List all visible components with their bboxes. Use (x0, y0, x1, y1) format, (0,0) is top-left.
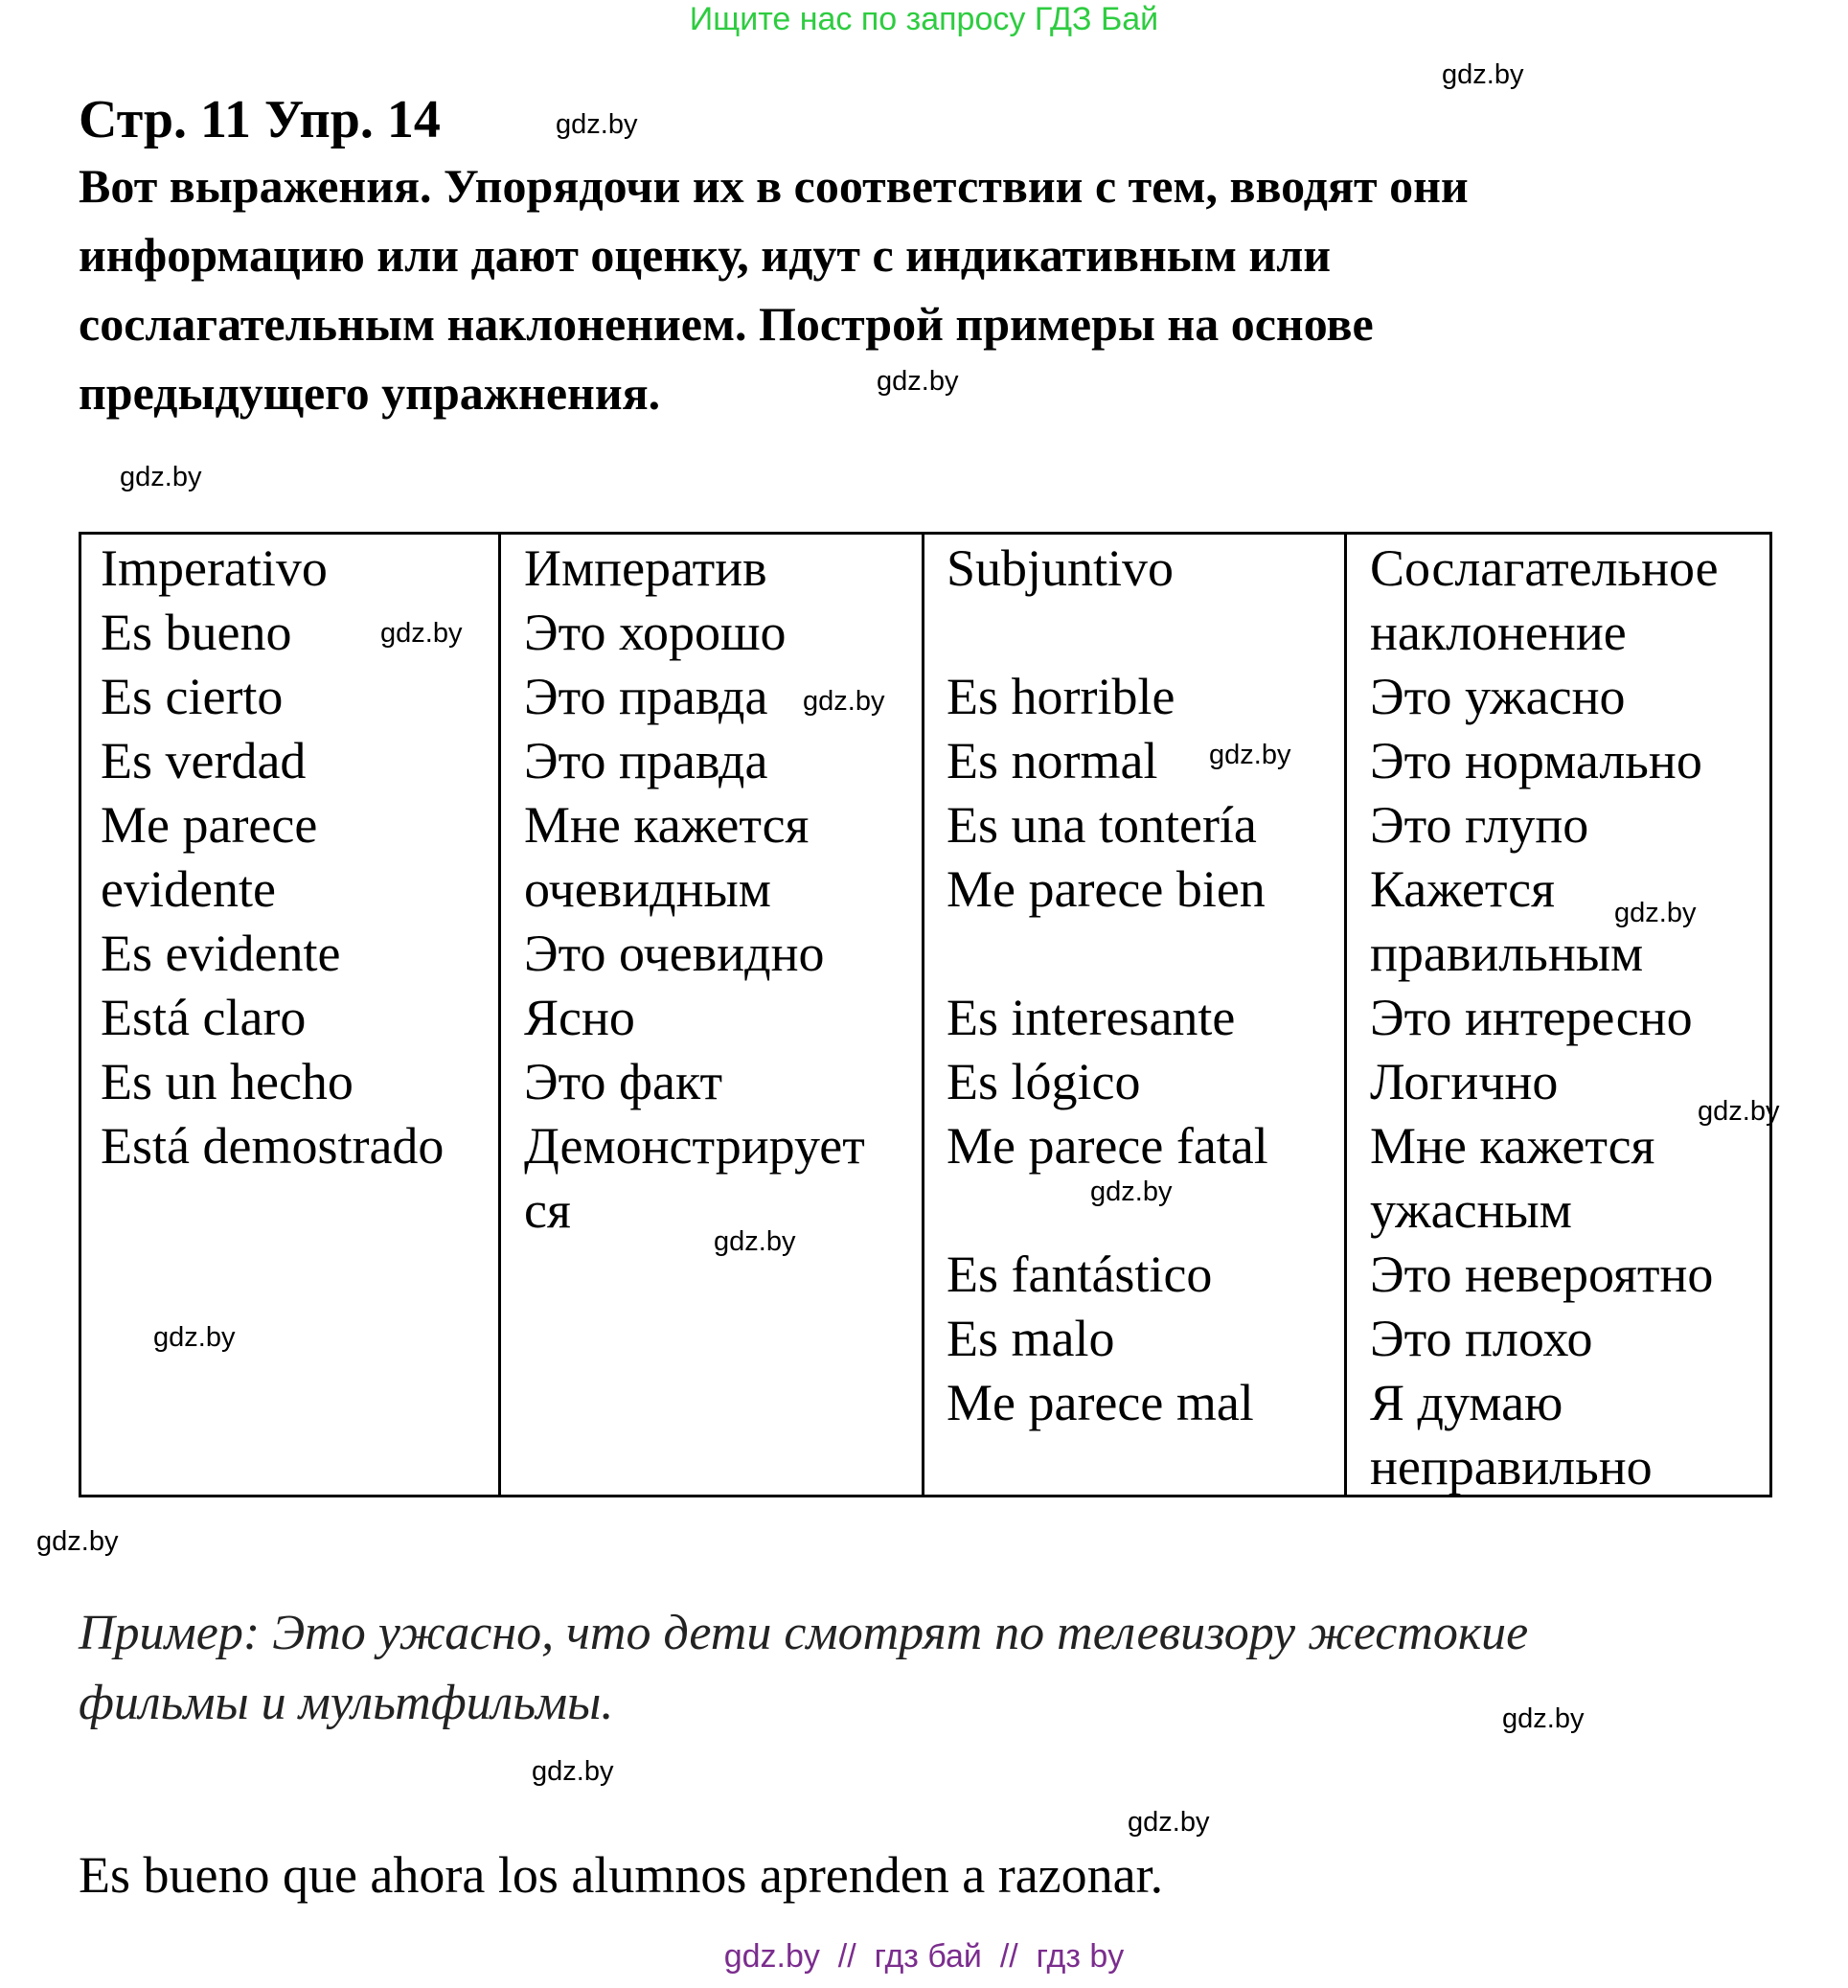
table-cell: Мне кажется (524, 796, 810, 854)
watermark: gdz.by (36, 1526, 119, 1557)
table-divider (922, 532, 924, 1497)
table-cell: очевидным (524, 860, 771, 918)
watermark: gdz.by (714, 1226, 796, 1257)
table-cell: Это хорошо (524, 604, 787, 661)
table-cell: Демонстрирует (524, 1117, 865, 1175)
table-cell: Это глупо (1370, 796, 1589, 854)
table-cell: Это интересно (1370, 989, 1693, 1046)
watermark: gdz.by (803, 686, 885, 717)
table-cell: правильным (1370, 925, 1644, 982)
task-line: информацию или дают оценку, идут с индикативным или (79, 228, 1332, 282)
table-cell: evidente (101, 860, 276, 918)
table-cell: Es horrible (947, 668, 1175, 725)
table-cell: Es una tontería (947, 796, 1257, 854)
table-divider (498, 532, 501, 1497)
table-cell: Я думаю (1370, 1374, 1563, 1431)
table-cell: Es cierto (101, 668, 284, 725)
table-cell: Es bueno (101, 604, 292, 661)
table-cell: Está demostrado (101, 1117, 445, 1175)
table-cell: Это очевидно (524, 925, 825, 982)
watermark: gdz.by (532, 1756, 614, 1787)
footer-links: gdz.by // гдз бай // гдз by (723, 1938, 1125, 1975)
table-cell: Ясно (524, 989, 635, 1046)
table-cell: Это правда (524, 668, 768, 725)
table-cell: Es fantástico (947, 1245, 1213, 1303)
watermark: gdz.by (153, 1322, 236, 1353)
table-cell: Me parece bien (947, 860, 1266, 918)
table-cell (947, 922, 1268, 986)
example-line: Пример: Это ужасно, что дети смотрят по телевизору жестокие (79, 1606, 1529, 1660)
table-cell: Императив (524, 539, 767, 597)
table-column-imperativ-ru (524, 537, 865, 1243)
watermark: gdz.by (556, 109, 638, 140)
watermark: gdz.by (1614, 898, 1697, 928)
table-cell: Me parece (101, 796, 318, 854)
watermark: gdz.by (120, 462, 202, 492)
watermark: gdz.by (380, 618, 463, 649)
table-cell: Es normal (947, 732, 1158, 789)
watermark: gdz.by (1128, 1807, 1210, 1838)
table-cell: Es malo (947, 1310, 1115, 1367)
table-cell: Es verdad (101, 732, 307, 789)
spanish-sentence: Es bueno que ahora los alumnos aprenden a razonar. (79, 1846, 1164, 1904)
table-cell: Это правда (524, 732, 768, 789)
top-banner: Ищите нас по запросу ГДЗ Бай (689, 1, 1159, 37)
table-cell: Это нормально (1370, 732, 1702, 789)
watermark: gdz.by (1442, 59, 1524, 90)
watermark: gdz.by (877, 366, 959, 397)
table-cell: Сослагательное (1370, 539, 1719, 597)
watermark: gdz.by (1090, 1177, 1173, 1207)
table-column-soslagatelnoe (1370, 537, 1719, 1499)
example-line: фильмы и мультфильмы. (79, 1676, 614, 1730)
table-cell: Es interesante (947, 989, 1236, 1046)
table-cell: Мне кажется (1370, 1117, 1655, 1175)
watermark: gdz.by (1698, 1096, 1780, 1127)
table-column-subjuntivo (947, 537, 1268, 1435)
task-line: Вот выражения. Упорядочи их в соответствии с тем, вводят они (79, 159, 1469, 213)
table-cell (947, 601, 1268, 665)
table-cell: Логично (1370, 1053, 1559, 1110)
table-cell: Me parece mal (947, 1374, 1254, 1431)
table-cell: ужасным (1370, 1181, 1572, 1239)
table-cell: ся (524, 1181, 571, 1239)
table-cell: Subjuntivo (947, 539, 1175, 597)
table-cell: Это плохо (1370, 1310, 1593, 1367)
table-cell: Это ужасно (1370, 668, 1626, 725)
table-divider (1344, 532, 1347, 1497)
table-cell: Кажется (1370, 860, 1555, 918)
table-cell: неправильно (1370, 1438, 1653, 1496)
task-line: предыдущего упражнения. (79, 366, 661, 420)
table-cell: Это невероятно (1370, 1245, 1714, 1303)
page-heading: Стр. 11 Упр. 14 (79, 90, 441, 149)
watermark: gdz.by (1502, 1703, 1585, 1734)
table-cell: Es un hecho (101, 1053, 354, 1110)
table-cell: Es lógico (947, 1053, 1141, 1110)
table-cell: Es evidente (101, 925, 341, 982)
table-cell: Me parece fatal (947, 1117, 1268, 1175)
table-cell: Imperativo (101, 539, 328, 597)
watermark: gdz.by (1209, 740, 1291, 770)
table-cell: Está claro (101, 989, 307, 1046)
table-cell: наклонение (1370, 604, 1627, 661)
task-line: сослагательным наклонением. Построй примеры на основе (79, 297, 1374, 351)
table-cell: Это факт (524, 1053, 723, 1110)
